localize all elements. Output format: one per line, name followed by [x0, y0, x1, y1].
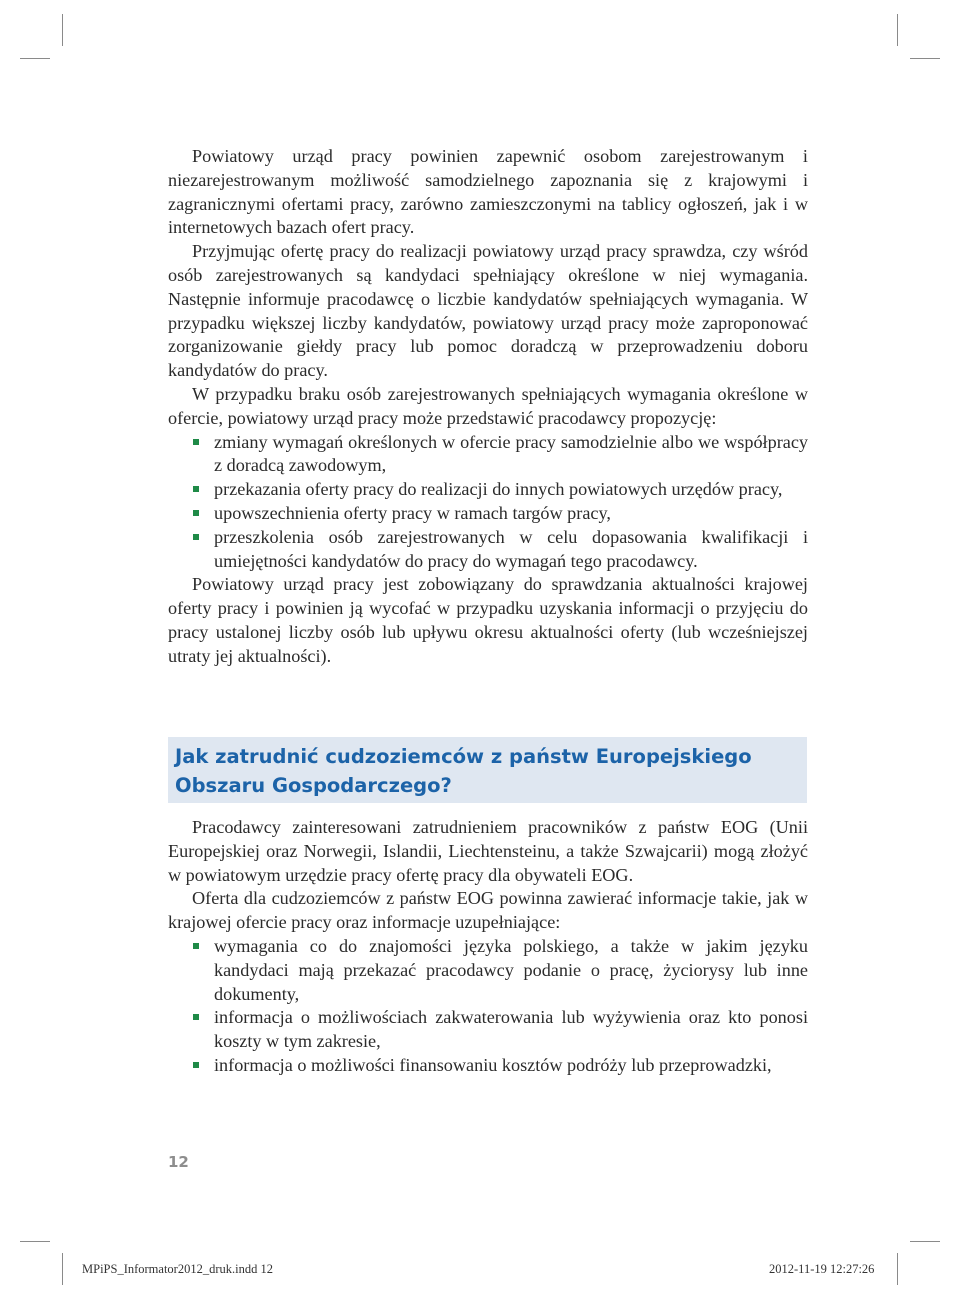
bullet-list-bottom [168, 935, 808, 1078]
square-bullet-icon [193, 1014, 199, 1020]
square-bullet-icon [193, 943, 199, 949]
paragraph: Przyjmując ofertę pracy do realizacji powiatowy urząd pracy sprawdza, czy wśród osób zarejestrowanych są kandydaci spełniający określone w niej wymagania. Następnie informuje pracodawcę o liczbie kandydatów spełniających wymagania. W przypadku większej liczby kandydatów, powiatowy urząd pracy może zaproponować zorganizowanie giełdy pracy lub pomoc doradczą w przeprowadzeniu doboru kandydatów do pracy. [168, 241, 808, 381]
list-item-text: przeszkolenia osób zarejestrowanych w celu dopasowania kwalifikacji i umiejętności kandydatów do pracy do wymagań tego pracodawcy. [214, 526, 808, 571]
square-bullet-icon [193, 510, 199, 516]
footer-filename: MPiPS_Informator2012_druk.indd 12 [82, 1262, 273, 1276]
crop-mark-top-left-h [20, 58, 50, 59]
list-item [214, 935, 808, 1006]
crop-mark-top-right-v [897, 14, 898, 46]
section-heading-box [168, 737, 807, 803]
paragraph: Powiatowy urząd pracy powinien zapewnić osobom zarejestrowanym i niezarejestrowanym możliwość samodzielnego zapoznania się z krajowymi i zagranicznymi ofertami pracy, zarówno zamieszczonymi na tablicy ogłoszeń, jak i w internetowych bazach ofert pracy. [168, 146, 808, 238]
paragraph: Pracodawcy zainteresowani zatrudnieniem pracowników z państw EOG (Unii Europejskiej oraz Norwegii, Islandii, Liechtensteinu, a także Szwajcarii) mogą złożyć w powiatowym urzędzie pracy ofertę pracy dla obywateli EOG. [168, 817, 808, 885]
list-item-text: upowszechnienia oferty pracy w ramach targów pracy, [214, 502, 611, 523]
crop-mark-top-left-v [62, 14, 63, 46]
square-bullet-icon [193, 1062, 199, 1068]
footer-timestamp: 2012-11-19 12:27:26 [769, 1262, 875, 1276]
body-text-bottom [168, 816, 808, 1078]
paragraph: Oferta dla cudzoziemców z państw EOG powinna zawierać informacje takie, jak w krajowej ofercie pracy oraz informacje uzupełniające: [168, 888, 808, 933]
list-item-text: zmiany wymagań określonych w ofercie pracy samodzielnie albo we współpracy z doradcą zawodowym, [214, 431, 808, 476]
list-item [214, 431, 808, 479]
square-bullet-icon [193, 486, 199, 492]
square-bullet-icon [193, 439, 199, 445]
list-item-text: informacja o możliwościach zakwaterowania lub wyżywienia oraz kto ponosi koszty w tym zakresie, [214, 1007, 808, 1052]
section-heading-line: Obszaru Gospodarczego? [175, 774, 452, 797]
crop-mark-bottom-right-v [897, 1253, 898, 1285]
crop-mark-bottom-left-h [20, 1241, 50, 1242]
paragraph: Powiatowy urząd pracy jest zobowiązany do sprawdzania aktualności krajowej oferty pracy i powinien ją wycofać w przypadku uzyskania informacji o przyjęciu do pracy ustalonej liczby osób lub upływu okresu aktualności oferty (lub wcześniejszej utraty jej aktualności). [168, 574, 808, 666]
list-item [214, 1006, 808, 1054]
list-item [214, 1054, 808, 1078]
section-heading [175, 742, 795, 800]
list-item-text: przekazania oferty pracy do realizacji do innych powiatowych urzędów pracy, [214, 479, 783, 500]
list-item-text: wymagania co do znajomości języka polskiego, a także w jakim języku kandydaci mają przekazać pracodawcy podanie o pracę, życiorysy lub inne dokumenty, [214, 935, 808, 1004]
page-number: 12 [168, 1153, 189, 1171]
bullet-list-top [168, 431, 808, 574]
crop-mark-bottom-left-v [62, 1253, 63, 1285]
section-heading-line: Jak zatrudnić cudzoziemców z państw Europejskiego [175, 745, 752, 768]
list-item [214, 502, 808, 526]
body-text-top [168, 145, 808, 669]
paragraph: W przypadku braku osób zarejestrowanych spełniających wymagania określone w ofercie, powiatowy urząd pracy może przedstawić pracodawcy propozycję: [168, 383, 808, 428]
list-item [214, 478, 808, 502]
square-bullet-icon [193, 534, 199, 540]
crop-mark-bottom-right-h [910, 1241, 940, 1242]
list-item-text: informacja o możliwości finansowaniu kosztów podróży lub przeprowadzki, [214, 1054, 772, 1075]
list-item [214, 526, 808, 574]
crop-mark-top-right-h [910, 58, 940, 59]
